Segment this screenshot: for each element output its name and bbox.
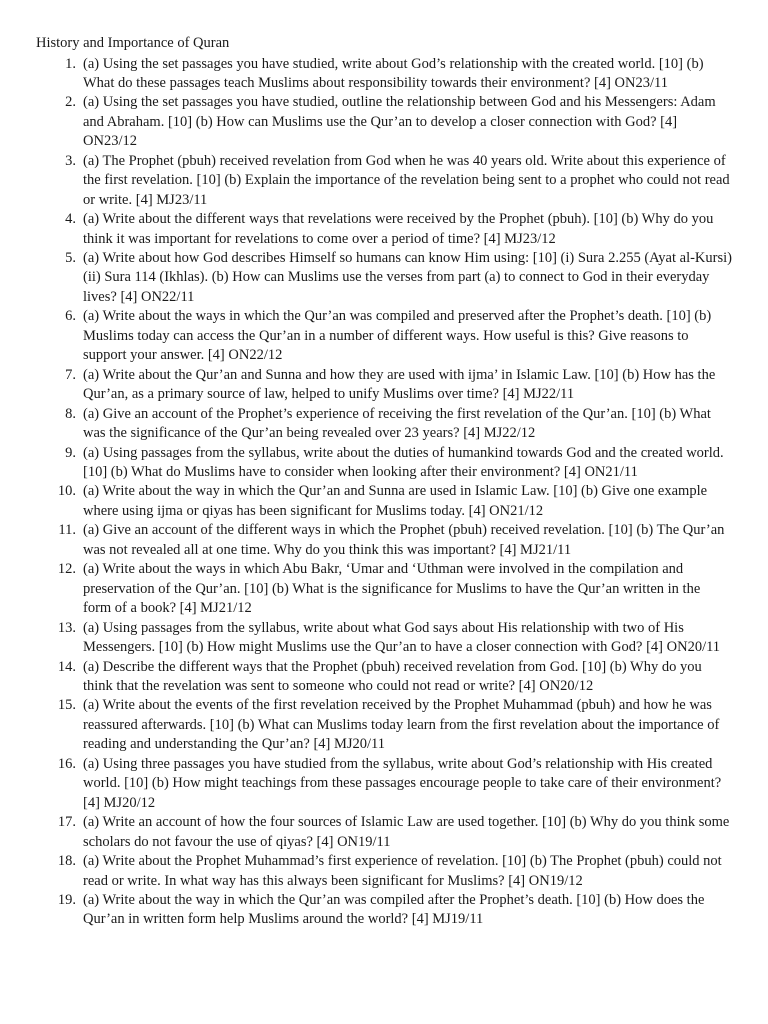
question-item <box>36 560 732 618</box>
question-text: (a) Give an account of the Prophet’s experience of receiving the first revelation of the Qur’an. [10] (b) What was the significance of the Qur’an being revealed over 23 years? [4] MJ22/12 <box>83 405 711 442</box>
question-text: (a) Using the set passages you have studied, outline the relationship between God and his Messengers: Adam and Abraham. [10] (b) How can Muslims use the Qur’an to develop a closer connection with God? [4] ON23/12 <box>83 94 716 150</box>
question-item <box>36 755 732 813</box>
question-item <box>36 852 732 891</box>
question-number: 15. <box>57 697 76 714</box>
question-number: 1. <box>65 55 76 72</box>
question-text: (a) Write about the different ways that revelations were received by the Prophet (pbuh). [10] (b) Why do you think it was important for revelations to come over a period of time? [4] MJ23/12 <box>83 211 714 247</box>
question-number: 3. <box>65 152 76 169</box>
question-item <box>36 249 732 307</box>
question-item <box>36 619 732 658</box>
question-list <box>36 55 732 930</box>
question-text: (a) Write about the ways in which Abu Bakr, ‘Umar and ‘Uthman were involved in the compilation and preservation of the Qur’an. [10] (b) What is the significance for Muslims to have the Qur’an written in the form of a book? [4] MJ21/12 <box>83 561 701 617</box>
question-number: 11. <box>58 522 76 539</box>
question-number: 13. <box>57 619 76 636</box>
question-text: (a) Using passages from the syllabus, write about what God says about His relationship with two of His Messengers. [10] (b) How might Muslims use the Qur’an to have a closer connection with God? [4] ON20/11 <box>83 619 721 656</box>
question-item <box>36 696 732 754</box>
question-number: 8. <box>65 405 76 422</box>
question-text: (a) Write about the events of the first revelation received by the Prophet Muhammad (pbuh) and how he was reassured afterwards. [10] (b) What can Muslims today learn from the first revelation about the importance of reading and understanding the Qur’an? [4] MJ20/11 <box>83 697 720 753</box>
question-item <box>36 366 732 405</box>
question-text: (a) Using passages from the syllabus, write about the duties of humankind towards God and the created world. [10] (b) What do Muslims have to consider when looking after their environment? [4] ON21/11 <box>83 444 724 481</box>
page-title: History and Importance of Quran <box>36 35 230 51</box>
question-item <box>36 444 732 483</box>
question-number: 12. <box>57 561 76 578</box>
question-item <box>36 482 732 521</box>
question-text: (a) Write an account of how the four sources of Islamic Law are used together. [10] (b) Why do you think some scholars do not favour the use of qiyas? [4] ON19/11 <box>83 814 730 850</box>
question-item <box>36 152 732 210</box>
question-number: 9. <box>65 444 76 461</box>
question-item <box>36 210 732 249</box>
question-number: 17. <box>57 814 76 831</box>
question-number: 2. <box>65 94 76 111</box>
question-item <box>36 813 732 852</box>
question-text: (a) Write about the Prophet Muhammad’s first experience of revelation. [10] (b) The Prophet (pbuh) could not read or write. In what way has this always been significant for Muslims? [4] ON19/12 <box>83 853 722 889</box>
question-number: 4. <box>65 211 76 228</box>
question-item <box>36 658 732 697</box>
question-number: 14. <box>57 658 76 675</box>
question-item <box>36 93 732 151</box>
question-number: 10. <box>57 483 76 500</box>
question-item <box>36 307 732 365</box>
question-text: (a) Write about the way in which the Qur’an and Sunna are used in Islamic Law. [10] (b) Give one example where using ijma or qiyas has been significant for Muslims today. [4] ON21/12 <box>83 483 708 519</box>
question-number: 6. <box>65 308 76 325</box>
question-text: (a) Write about the way in which the Qur’an was compiled after the Prophet’s death. [10] (b) How does the Qur’an in written form help Muslims around the world? [4] MJ19/11 <box>83 891 705 928</box>
question-text: (a) Using three passages you have studied from the syllabus, write about God’s relationship with His created world. [10] (b) How might teachings from these passages encourage people to take care of their environment? [4] MJ20/12 <box>83 755 722 811</box>
question-text: (a) Describe the different ways that the Prophet (pbuh) received revelation from God. [10] (b) Why do you think that the revelation was sent to someone who could not read or write? [4] ON20/12 <box>83 658 702 694</box>
question-text: (a) Write about how God describes Himself so humans can know Him using: [10] (i) Sura 2.255 (Ayat al-Kursi) (ii) Sura 114 (Ikhlas). (b) How can Muslims use the verses from part (a) to connect to God in their everyday lives? [4] ON22/11 <box>83 250 732 305</box>
question-text: (a) Give an account of the different ways in which the Prophet (pbuh) received revelation. [10] (b) The Qur’an was not revealed all at one time. Why do you think this was important? [4] MJ21/11 <box>83 522 725 558</box>
question-item <box>36 891 732 930</box>
question-item <box>36 55 732 94</box>
question-item <box>36 405 732 444</box>
question-text: (a) Using the set passages you have studied, write about God’s relationship with the created world. [10] (b) What do these passages teach Muslims about responsibility towards their environment? [4] ON23/11 <box>83 55 704 91</box>
question-text: (a) Write about the ways in which the Qur’an was compiled and preserved after the Prophet’s death. [10] (b) Muslims today can access the Qur’an in a number of different ways. How useful is this? Give reasons to support your answer. [4] ON22/12 <box>83 308 712 364</box>
question-number: 16. <box>57 755 76 772</box>
question-item <box>36 521 732 560</box>
question-number: 7. <box>65 366 76 383</box>
question-text: (a) The Prophet (pbuh) received revelation from God when he was 40 years old. Write about this experience of the first revelation. [10] (b) Explain the importance of the revelation being sent to a prophet who could not read or write. [4] MJ23/11 <box>83 152 730 208</box>
question-number: 19. <box>57 891 76 908</box>
question-text: (a) Write about the Qur’an and Sunna and how they are used with ijma’ in Islamic Law. [10] (b) How has the Qur’an, as a primary source of law, helped to unify Muslims over time? [4] MJ22/11 <box>83 366 716 403</box>
question-number: 5. <box>65 250 76 267</box>
question-number: 18. <box>57 853 76 870</box>
